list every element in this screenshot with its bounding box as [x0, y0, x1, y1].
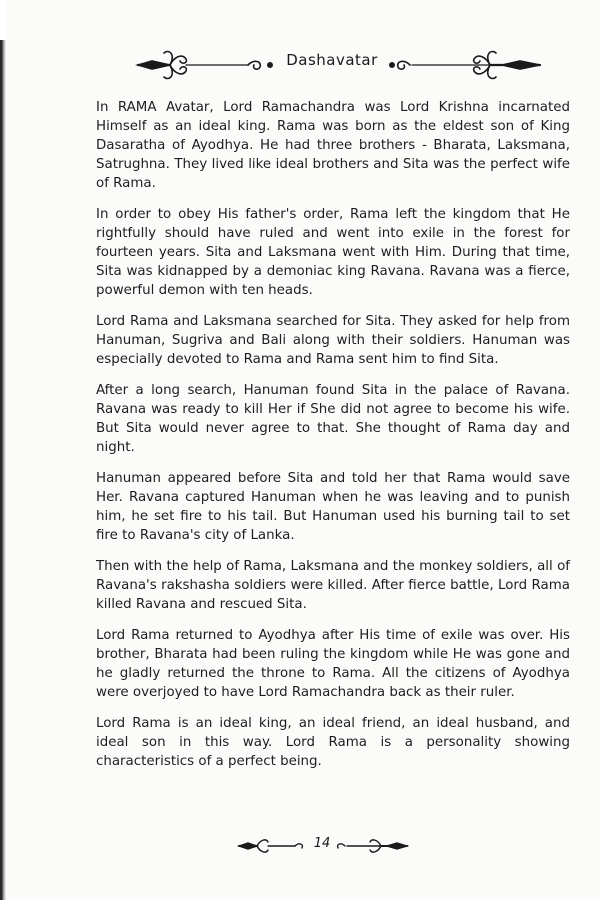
paragraph: Hanuman appeared before Sita and told her that Rama would save Her. Ravana captured Hanuman when he was leaving and to punish him, he set fire to his tail. But Hanuman used his burning tail to set fire to Ravana's city of Lanka. — [96, 471, 570, 543]
paragraph: Lord Rama and Laksmana searched for Sita. They asked for help from Hanuman, Sugriva and Bali along with their soldiers. Hanuman was especially devoted to Rama and Rama sent him to find Sita. — [96, 314, 570, 367]
paragraph: In order to obey His father's order, Rama left the kingdom that He rightfully should have ruled and went into exile in the forest for fourteen years. Sita and Laksmana went with Him. During that time, Sita was kidnapped by a demoniac king Ravana. Ravana was a fierce, powerful demon with ten heads. — [96, 207, 570, 298]
page-footer — [235, 832, 415, 860]
paragraph: After a long search, Hanuman found Sita in the palace of Ravana. Ravana was ready to kill Her if She did not agree to become his wife. But Sita would never agree to that. She thought of Rama day and night. — [96, 383, 570, 455]
paragraph: Lord Rama is an ideal king, an ideal friend, an ideal husband, and ideal son in this way. Lord Rama is a personality showing characteristics of a perfect being. — [96, 716, 570, 769]
running-title: Dashavatar — [286, 51, 378, 69]
paragraph: In RAMA Avatar, Lord Ramachandra was Lord Krishna incarnated Himself as an ideal king. Rama was born as the eldest son of King Dasaratha of Ayodhya. He had three brothers - Bharata, Laksmana, Satrughna. They lived like ideal brothers and Sita was the perfect wife of Rama. — [96, 100, 570, 191]
page-body — [96, 98, 570, 783]
page-corner — [0, 0, 6, 40]
paragraph: Then with the help of Rama, Laksmana and the monkey soldiers, all of Ravana's rakshasha soldiers were killed. After fierce battle, Lord Rama killed Ravana and rescued Sita. — [96, 559, 570, 612]
page-binding-edge — [0, 0, 6, 900]
page-number: 14 — [313, 836, 331, 851]
paragraph: Lord Rama returned to Ayodhya after His time of exile was over. His brother, Bharata had been ruling the kingdom while He was gone and he gladly returned the throne to Rama. All the citizens of Ayodhya were overjoyed to have Lord Ramachandra back as their ruler. — [96, 628, 570, 700]
page-header — [130, 45, 550, 85]
